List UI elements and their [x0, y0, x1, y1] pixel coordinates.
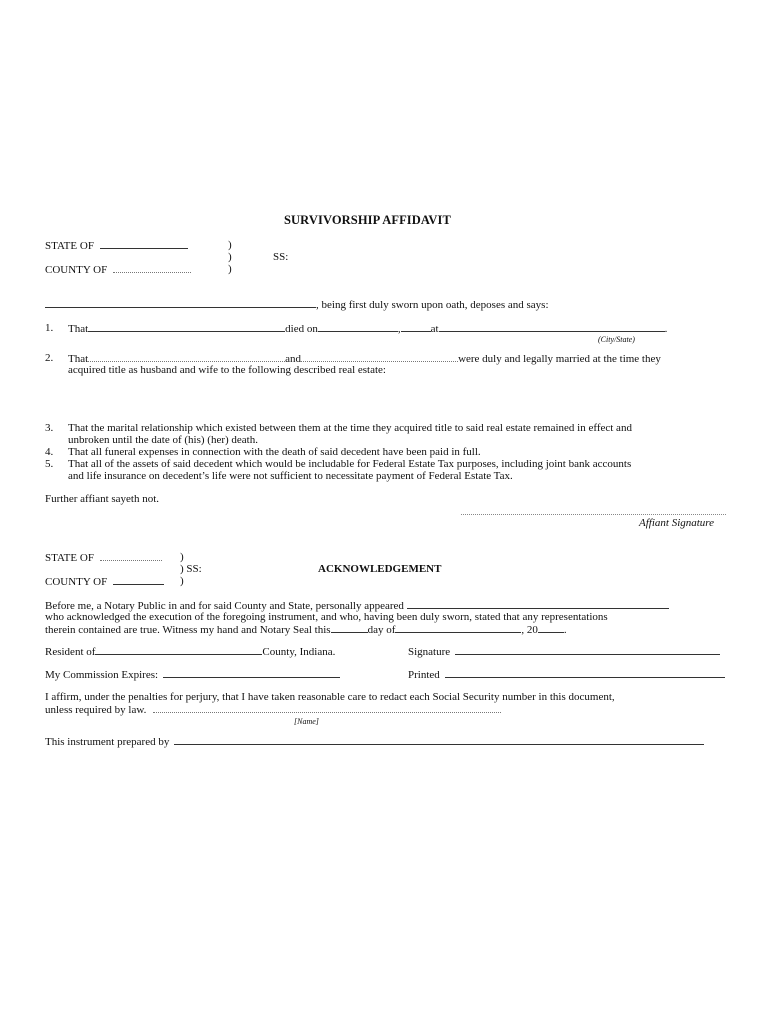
month-field[interactable] [395, 623, 521, 633]
item-3-number: 3. [45, 422, 54, 434]
spouse-2-field[interactable] [301, 352, 458, 362]
prepared-by-row [45, 735, 704, 748]
printed-name-field[interactable] [445, 668, 725, 678]
state-of-row [45, 239, 188, 252]
item-3-line-2: unbroken until the date of (his) (her) death. [68, 434, 258, 446]
death-year-field[interactable] [401, 322, 431, 332]
decedent-name-field[interactable] [88, 322, 285, 332]
ack-ss: ) SS: [180, 563, 202, 575]
ack-county-label: COUNTY OF [45, 576, 108, 588]
county-of-label: COUNTY OF [45, 264, 108, 276]
item-2-number: 2. [45, 352, 54, 364]
signature-label: Signature [408, 646, 451, 658]
ack-county-field[interactable] [113, 575, 164, 585]
item-1-that: That [68, 323, 89, 335]
appeared-person-field[interactable] [407, 599, 669, 609]
notary-signature-field[interactable] [455, 645, 720, 655]
item-5-number: 5. [45, 458, 54, 470]
affiant-name-field[interactable] [45, 298, 316, 308]
prepared-by-field[interactable] [174, 735, 704, 745]
commission-expires-field[interactable] [163, 668, 340, 678]
item-5-line-1: That all of the assets of said decedent which would be includable for Federal Estate Tax purposes, including joint bank accounts [68, 458, 632, 470]
item-5-line-2: and life insurance on decedent’s life were not sufficient to necessitate payment of Federal Estate Tax. [68, 470, 513, 482]
ack-state-row [45, 551, 162, 564]
affiant-signature-line[interactable] [461, 514, 726, 515]
ack-paren-3: ) [180, 575, 184, 587]
prepared-by-label: This instrument prepared by [45, 736, 170, 748]
item-1-comma: , [397, 323, 401, 335]
year-prefix: , 20 [521, 624, 538, 636]
item-2-line-2: acquired title as husband and wife to the following described real estate: [68, 364, 386, 376]
closing-statement: Further affiant sayeth not. [45, 493, 160, 505]
printed-row [408, 668, 725, 681]
venue-paren-1: ) [228, 239, 232, 251]
day-field[interactable] [331, 623, 368, 633]
item-3-line-1: That the marital relationship which existed between them at the time they acquired title to said real estate remained in effect and [68, 422, 632, 434]
commission-row [45, 668, 340, 681]
year-field[interactable] [538, 623, 564, 633]
item-4-line-1: That all funeral expenses in connection with the death of said decedent have been paid in full. [68, 446, 481, 458]
venue-paren-2: ) [228, 251, 232, 263]
resident-county-field[interactable] [95, 645, 262, 655]
intro-text: , being first duly sworn upon oath, deposes and says: [316, 299, 549, 311]
venue-ss: SS: [273, 251, 289, 263]
death-date-field[interactable] [318, 322, 398, 332]
item-2-and: and [285, 353, 302, 365]
redaction-name-field[interactable] [153, 703, 501, 713]
state-of-label: STATE OF [45, 240, 94, 252]
redaction-line-2 [45, 703, 501, 716]
item-2-married-text: were duly and legally married at the time they [458, 353, 661, 365]
item-1-at: at [430, 323, 439, 335]
ack-para-line-2: who acknowledged the execution of the foregoing instrument, and who, having been duly sworn, stated that any representations [45, 611, 608, 623]
county-of-row [45, 263, 191, 276]
real-estate-description-area[interactable] [68, 380, 708, 418]
resident-of-label: Resident of [45, 646, 96, 658]
unless-required-text: unless required by law. [45, 704, 147, 716]
affiant-intro [45, 298, 549, 311]
ack-state-field[interactable] [100, 551, 162, 561]
item-2-that: That [68, 353, 89, 365]
item-1 [68, 322, 667, 335]
venue-paren-3: ) [228, 263, 232, 275]
redaction-line-1: I affirm, under the penalties for perjury, that I have taken reasonable care to redact each Social Security number in this document, [45, 691, 615, 703]
commission-label: My Commission Expires: [45, 669, 159, 681]
county-indiana-text: County, Indiana. [262, 646, 336, 658]
ack-appeared-text: Before me, a Notary Public in and for said County and State, personally appeared [45, 600, 404, 612]
item-1-period: . [664, 323, 668, 335]
state-of-field[interactable] [100, 239, 188, 249]
witness-text: therein contained are true. Witness my hand and Notary Seal this [45, 624, 331, 636]
document-title: SURVIVORSHIP AFFIDAVIT [284, 213, 451, 227]
county-of-field[interactable] [113, 263, 191, 273]
item-1-number: 1. [45, 322, 54, 334]
ack-para-line-3 [45, 623, 567, 636]
ack-state-label: STATE OF [45, 552, 94, 564]
affiant-signature-label: Affiant Signature [639, 517, 715, 529]
item-1-died-on: died on [285, 323, 318, 335]
city-state-caption: (City/State) [598, 335, 635, 344]
acknowledgement-heading: ACKNOWLEDGEMENT [318, 563, 442, 575]
item-4-number: 4. [45, 446, 54, 458]
death-place-field[interactable] [439, 322, 665, 332]
ack-county-row [45, 575, 164, 588]
ack-paren-1: ) [180, 551, 184, 563]
day-of-text: day of [367, 624, 396, 636]
year-period: . [563, 624, 567, 636]
notary-signature-row [408, 645, 720, 658]
name-caption: [Name] [294, 717, 319, 726]
resident-row [45, 645, 335, 658]
printed-label: Printed [408, 669, 440, 681]
spouse-1-field[interactable] [88, 352, 285, 362]
